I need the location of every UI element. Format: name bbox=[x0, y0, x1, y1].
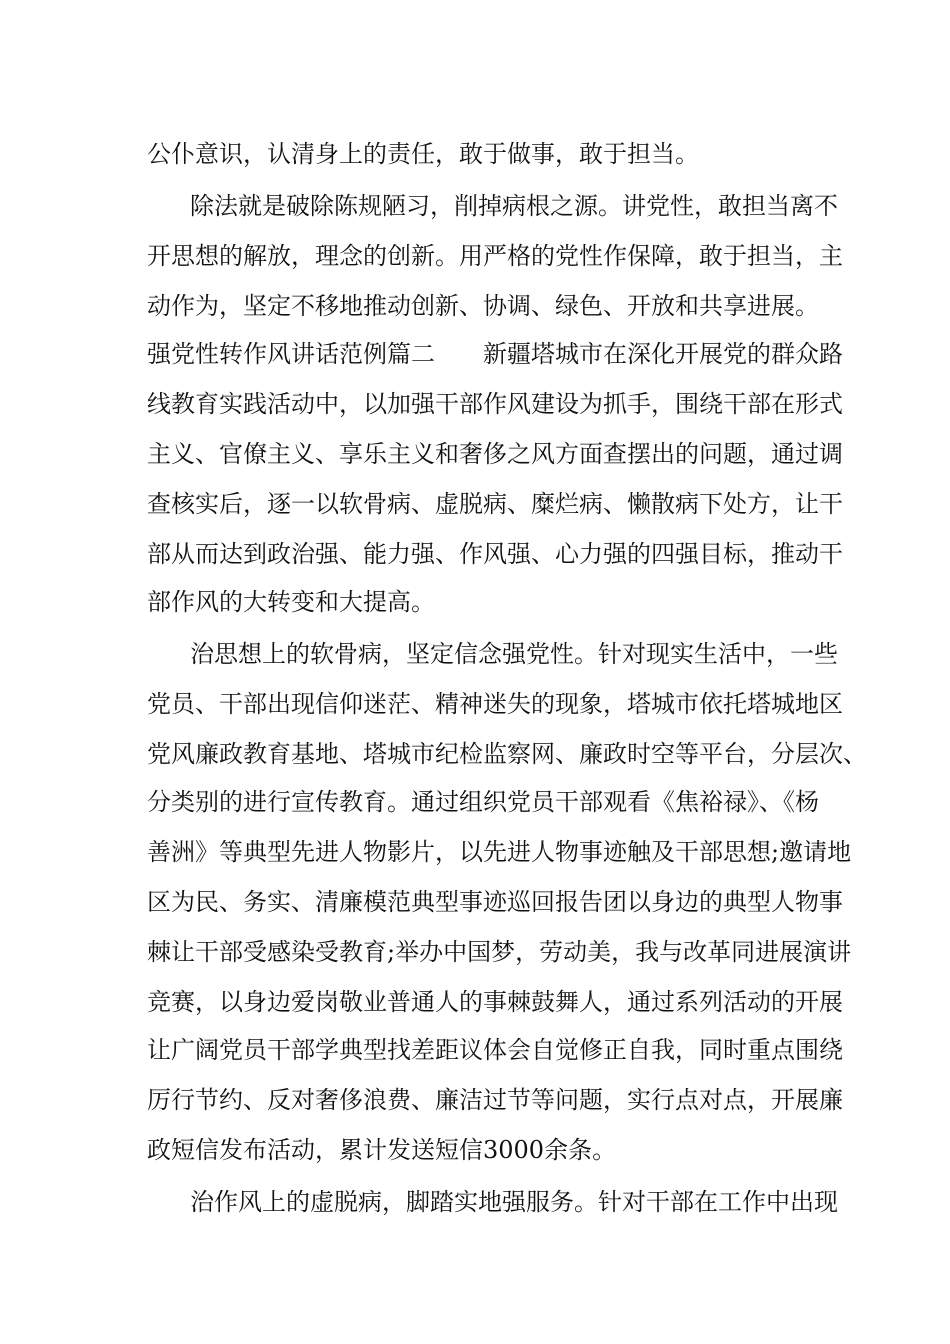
text-line: 动作为，坚定不移地推动创新、协调、绿色、开放和共享进展。 bbox=[147, 292, 819, 320]
text-line: 善洲》等典型先进人物影片，以先进人物事迹触及干部思想;邀请地 bbox=[147, 838, 852, 866]
text-line: 治作风上的虚脱病，脚踏实地强服务。针对干部在工作中出现 bbox=[190, 1188, 838, 1216]
text-line: 治思想上的软骨病，坚定信念强党性。针对现实生活中，一些 bbox=[190, 640, 838, 668]
text-line: 竞赛，以身边爱岗敬业普通人的事棘鼓舞人，通过系列活动的开展 bbox=[147, 988, 843, 1016]
section-heading-line: 强党性转作风讲话范例篇二 新疆塔城市在深化开展党的群众路 bbox=[147, 340, 843, 368]
text-line: 党风廉政教育基地、塔城市纪检监察网、廉政时空等平台，分层次、 bbox=[147, 740, 867, 768]
text-line: 分类别的进行宣传教育。通过组织党员干部观看《焦裕禄》、《杨 bbox=[147, 788, 819, 816]
text-line: 党员、干部出现信仰迷茫、精神迷失的现象，塔城市依托塔城地区 bbox=[147, 690, 843, 718]
text-line: 主义、官僚主义、享乐主义和奢侈之风方面查摆出的问题，通过调 bbox=[147, 440, 843, 468]
text-line: 政短信发布活动，累计发送短信3000余条。 bbox=[147, 1136, 617, 1164]
text-line: 棘让干部受感染受教育;举办中国梦，劳动美，我与改革同进展演讲 bbox=[147, 938, 852, 966]
text-line: 除法就是破除陈规陋习，削掉病根之源。讲党性，敢担当离不 bbox=[190, 192, 838, 220]
text-line: 厉行节约、反对奢侈浪费、廉洁过节等问题，实行点对点，开展廉 bbox=[147, 1086, 843, 1114]
text-line: 开思想的解放，理念的创新。用严格的党性作保障，敢于担当，主 bbox=[147, 242, 843, 270]
text-line: 公仆意识，认清身上的责任，敢于做事，敢于担当。 bbox=[147, 140, 699, 168]
text-line: 区为民、务实、清廉模范典型事迹巡回报告团以身边的典型人物事 bbox=[147, 888, 843, 916]
text-line: 查核实后，逐一以软骨病、虚脱病、糜烂病、懒散病下处方，让干 bbox=[147, 490, 843, 518]
text-line: 线教育实践活动中，以加强干部作风建设为抓手，围绕干部在形式 bbox=[147, 390, 843, 418]
text-line: 部从而达到政治强、能力强、作风强、心力强的四强目标，推动干 bbox=[147, 540, 843, 568]
text-line: 部作风的大转变和大提高。 bbox=[147, 588, 435, 616]
text-line: 让广阔党员干部学典型找差距议体会自觉修正自我，同时重点围绕 bbox=[147, 1036, 843, 1064]
